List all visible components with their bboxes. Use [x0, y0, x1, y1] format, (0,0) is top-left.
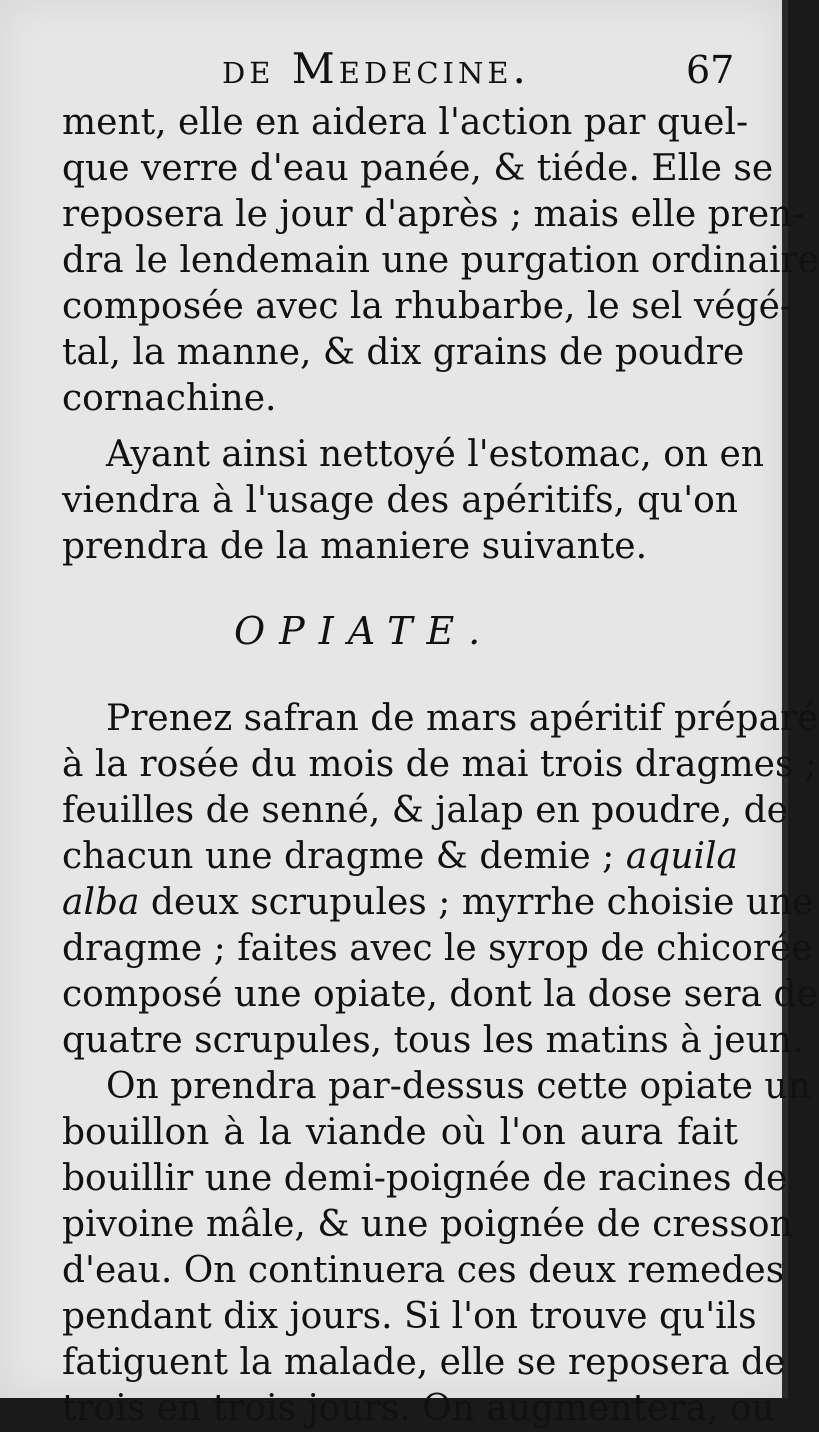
text-line: [62, 880, 814, 926]
latin-term: alba: [62, 882, 140, 923]
text-line: dragme ; faites avec le syrop de chicorée: [62, 928, 813, 969]
text-line: pendant dix jours. Si l'on trouve qu'ils: [62, 1296, 757, 1337]
text-line: viendra à l'usage des apéritifs, qu'on: [62, 480, 738, 521]
text-line: d'eau. On continuera ces deux remedes: [62, 1250, 785, 1291]
text-line: bouillon à la viande où l'on aura fait: [62, 1112, 738, 1153]
text-line: tal, la manne, & dix grains de poudre: [62, 332, 745, 373]
text-line: Ayant ainsi nettoyé l'estomac, on en: [106, 434, 764, 475]
text-line: composée avec la rhubarbe, le sel végé-: [62, 286, 793, 327]
text-line: composé une opiate, dont la dose sera de: [62, 974, 818, 1015]
paragraph-4: [62, 1064, 811, 1432]
text-line: On prendra par-dessus cette opiate un: [106, 1066, 811, 1107]
text-line: quatre scrupules, tous les matins à jeun.: [62, 1020, 804, 1061]
running-title: de Medecine.: [222, 44, 530, 93]
paragraph-1: [62, 100, 819, 422]
text-line: trois en trois jours. On augmentera, ou: [62, 1388, 775, 1429]
text-segment: chacun une dragme & demie ;: [62, 836, 626, 877]
paragraph-3: [62, 696, 819, 1064]
text-line: à la rosée du mois de mai trois dragmes ;: [62, 744, 818, 785]
text-line: que verre d'eau panée, & tiéde. Elle se: [62, 148, 774, 189]
text-line: Prenez safran de mars apéritif préparé: [106, 698, 819, 739]
text-line: pivoine mâle, & une poignée de cresson: [62, 1204, 793, 1245]
paragraph-2: [62, 432, 764, 570]
section-heading: OPIATE.: [234, 609, 495, 653]
page-body: [62, 100, 819, 1432]
text-line: prendra de la maniere suivante.: [62, 526, 648, 567]
text-line: dra le lendemain une purgation ordinaire: [62, 240, 819, 281]
text-line: [62, 834, 738, 880]
page-number: 67: [686, 48, 735, 92]
text-line: fatiguent la malade, elle se reposera de: [62, 1342, 786, 1383]
text-line: reposera le jour d'après ; mais elle pren-: [62, 194, 805, 235]
latin-term: aquila: [625, 836, 738, 877]
page-header: [0, 44, 782, 104]
text-line: ment, elle en aidera l'action par quel-: [62, 102, 749, 143]
text-line: feuilles de senné, & jalap en poudre, de: [62, 790, 788, 831]
text-line: bouillir une demi-poignée de racines de: [62, 1158, 788, 1199]
text-segment: deux scrupules ; myrrhe choisie une: [139, 882, 814, 923]
text-line: cornachine.: [62, 378, 277, 419]
